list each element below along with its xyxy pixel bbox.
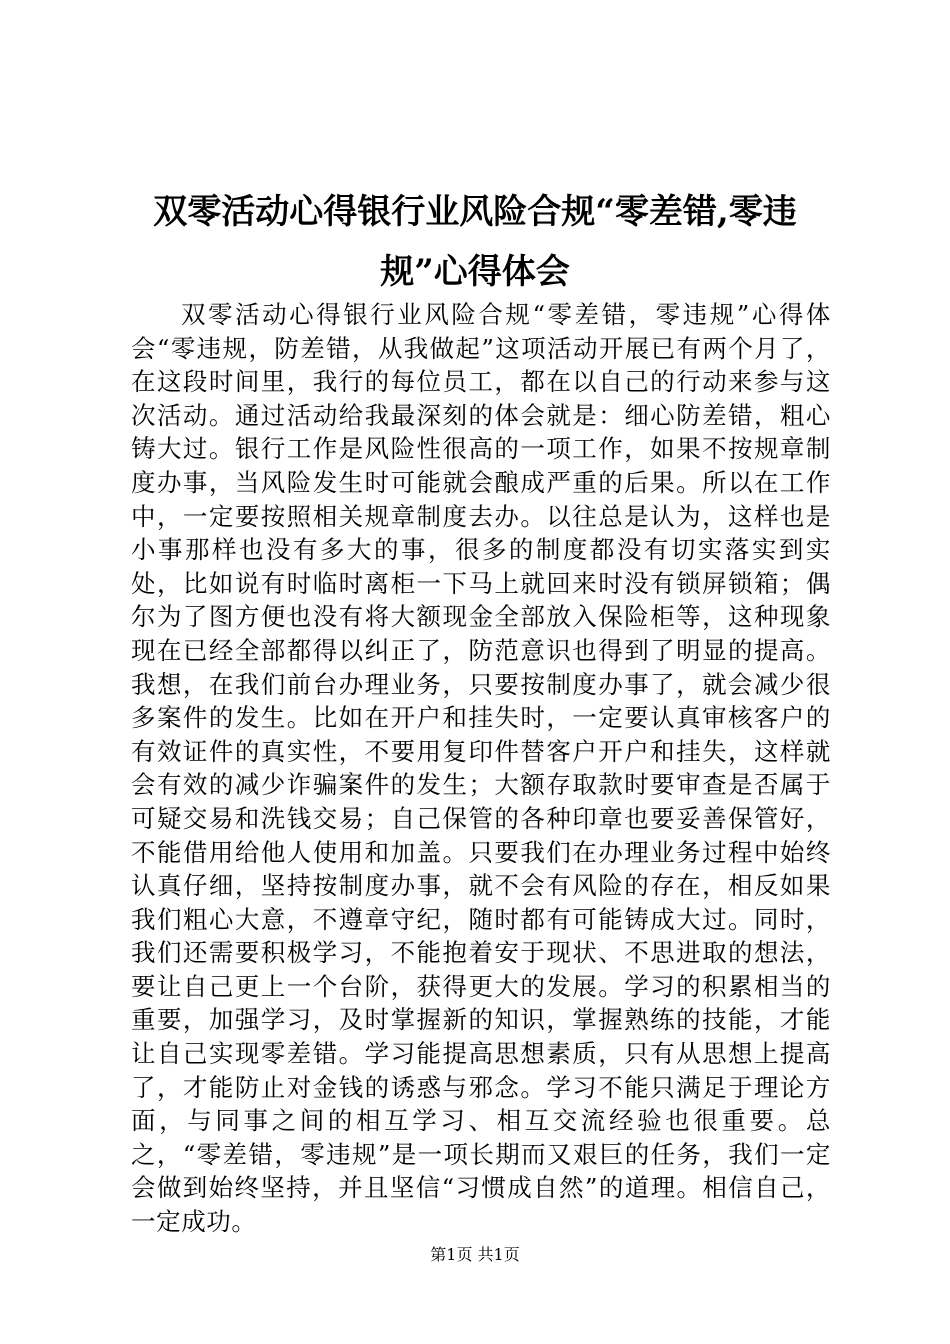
document-body-paragraph: 双零活动心得银行业风险合规“零差错，零违规”心得体会“零违规，防差错，从我做起”这项活动开展已有两个月了，在这段时间里，我行的每位员工，都在以自己的行动来参与这次活动。通过活动给我最深刻的体会就是：细心防差错，粗心铸大过。银行工作是风险性很高的一项工作，如果不按规章制度办事，当风险发生时可能就会酿成严重的后果。所以在工作中，一定要按照相关规章制度去办。以往总是认为，这样也是小事那样也没有多大的事，很多的制度都没有切实落实到实处，比如说有时临时离柜一下马上就回来时没有锁屏锁箱；偶尔为了图方便也没有将大额现金全部放入保险柜等，这种现象现在已经全部都得以纠正了，防范意识也得到了明显的提高。我想，在我们前台办理业务，只要按制度办事了，就会减少很多案件的发生。比如在开户和挂失时，一定要认真审核客户的有效证件的真实性，不要用复印件替客户开户和挂失，这样就会有效的减少诈骗案件的发生；大额存取款时要审查是否属于可疑交易和洗钱交易；自己保管的各种印章也要妥善保管好，不能借用给他人使用和加盖。只要我们在办理业务过程中始终认真仔细，坚持按制度办事，就不会有风险的存在，相反如果我们粗心大意，不遵章守纪，随时都有可能铸成大过。同时，我们还需要积极学习，不能抱着安于现状、不思进取的想法，要让自己更上一个台阶，获得更大的发展。学习的积累相当的重要，加强学习，及时掌握新的知识，掌握熟练的技能，才能让自己实现零差错。学习能提高思想素质，只有从思想上提高了，才能防止对金钱的诱惑与邪念。学习不能只满足于理论方面，与同事之间的相互学习、相互交流经验也很重要。总之，“零差错，零违规”是一项长期而又艰巨的任务，我们一定会做到始终坚持，并且坚信“习惯成自然”的道理。相信自己，一定成功。: [131, 300, 831, 1237]
document-title: 双零活动心得银行业风险合规“零差错,零违规”心得体会: [153, 192, 797, 292]
page-footer: 第1页 共1页: [430, 1245, 520, 1264]
